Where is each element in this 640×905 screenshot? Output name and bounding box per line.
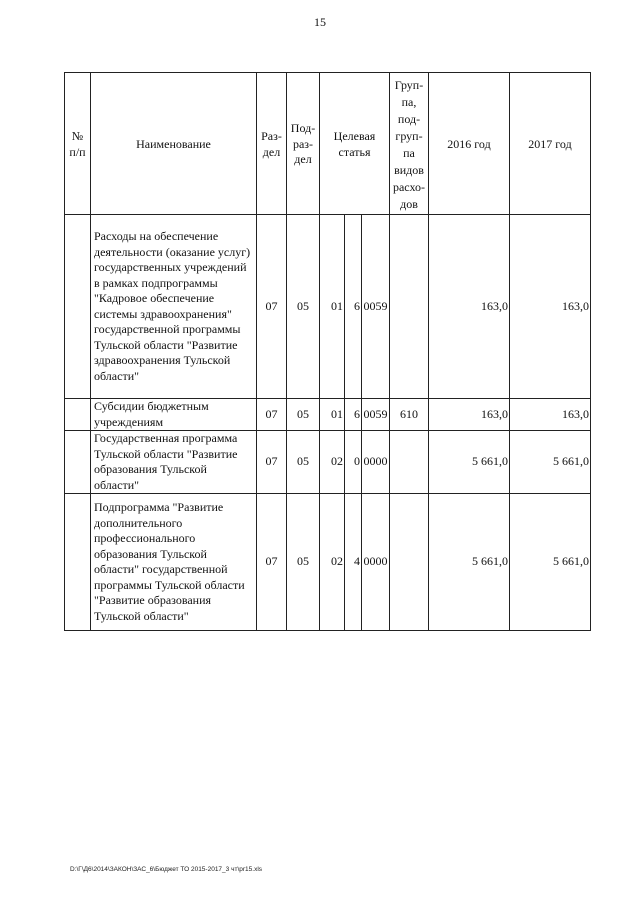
row-target-direction: 0059 [362, 215, 390, 399]
table-row [65, 494, 591, 631]
row-name: Государственная программа Тульской области "Развитие образования Тульской области" [91, 431, 257, 494]
budget-table [64, 72, 591, 631]
header-2016: 2016 год [429, 73, 510, 215]
table-row [65, 215, 591, 399]
row-target-subprogram: 4 [345, 494, 362, 631]
row-2016: 163,0 [429, 215, 510, 399]
row-2017: 5 661,0 [510, 431, 591, 494]
row-target-program: 01 [320, 399, 345, 431]
row-2017: 163,0 [510, 399, 591, 431]
row-target-program: 02 [320, 431, 345, 494]
table-row [65, 431, 591, 494]
footer-file-path: D:\Г\Д6\2014\ЗАКОН\ЗАС_6\Бюджет ТО 2015-2017_3 чт\pr15.xls [70, 866, 263, 873]
row-name: Подпрограмма "Развитие дополнительного профессионального образования Тульской области" государственной программы Тульской области "Развитие образования Тульской области" [91, 494, 257, 631]
row-subsection: 05 [287, 215, 320, 399]
row-section: 07 [257, 431, 287, 494]
row-section: 07 [257, 399, 287, 431]
row-group [390, 494, 429, 631]
row-section: 07 [257, 494, 287, 631]
row-target-subprogram: 6 [345, 215, 362, 399]
row-2016: 5 661,0 [429, 494, 510, 631]
row-name: Расходы на обеспечение деятельности (оказание услуг) государственных учреждений в рамках подпрограммы "Кадровое обеспечение системы здравоохранения" государственной программы Тульской области "Развитие здравоохранения Тульской области" [91, 215, 257, 399]
row-subsection: 05 [287, 431, 320, 494]
header-name: Наименование [91, 73, 257, 215]
table-header-row [65, 73, 591, 215]
row-num [65, 494, 91, 631]
row-num [65, 399, 91, 431]
row-subsection: 05 [287, 494, 320, 631]
header-2017: 2017 год [510, 73, 591, 215]
row-2016: 5 661,0 [429, 431, 510, 494]
table-row [65, 399, 591, 431]
row-2016: 163,0 [429, 399, 510, 431]
row-target-direction: 0000 [362, 494, 390, 631]
page-number: 15 [314, 15, 326, 29]
row-target-subprogram: 6 [345, 399, 362, 431]
row-target-direction: 0000 [362, 431, 390, 494]
header-section: Раз- дел [257, 73, 287, 215]
row-subsection: 05 [287, 399, 320, 431]
header-group: Груп- па, под- груп- па видов расхо- дов [390, 73, 429, 215]
header-num: № п/п [65, 73, 91, 215]
header-subsection: Под- раз- дел [287, 73, 320, 215]
row-target-program: 02 [320, 494, 345, 631]
row-target-direction: 0059 [362, 399, 390, 431]
row-group: 610 [390, 399, 429, 431]
row-2017: 163,0 [510, 215, 591, 399]
header-target: Целевая статья [320, 73, 390, 215]
row-target-subprogram: 0 [345, 431, 362, 494]
row-group [390, 431, 429, 494]
row-section: 07 [257, 215, 287, 399]
row-name: Субсидии бюджетным учреждениям [91, 399, 257, 431]
row-group [390, 215, 429, 399]
row-num [65, 215, 91, 399]
row-target-program: 01 [320, 215, 345, 399]
row-2017: 5 661,0 [510, 494, 591, 631]
row-num [65, 431, 91, 494]
